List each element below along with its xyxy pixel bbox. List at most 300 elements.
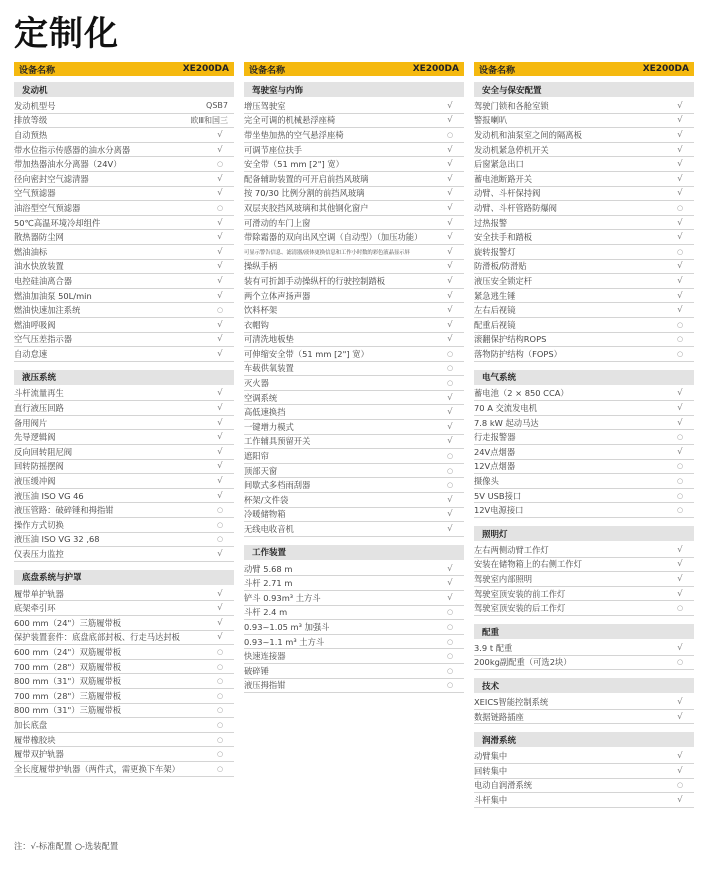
spec-value: QSB7 [206, 101, 228, 111]
column-header [14, 62, 234, 76]
spec-row [474, 347, 694, 362]
spec-label: 滚翻保护结构ROPS [474, 334, 547, 345]
optional-mark: ○ [676, 477, 684, 486]
spec-label: 斗杆 2.4 m [244, 607, 288, 618]
spec-label: 按 70/30 比例分割的前挡风玻璃 [244, 188, 365, 199]
spec-row [14, 547, 234, 562]
spec-row [474, 793, 694, 808]
spec-row [14, 416, 234, 431]
optional-mark: ○ [446, 622, 454, 631]
spec-row [244, 478, 464, 493]
standard-mark: √ [447, 421, 453, 432]
header-label: 设备名称 [19, 65, 56, 76]
optional-mark: ○ [446, 681, 454, 690]
spec-row [474, 558, 694, 573]
standard-mark: √ [217, 319, 223, 330]
standard-mark: √ [217, 290, 223, 301]
spec-label: 斗杆 2.71 m [244, 578, 293, 589]
standard-mark: √ [677, 446, 683, 457]
optional-mark: ○ [446, 452, 454, 461]
spec-label: 发动机和油泵室之间的隔离板 [474, 129, 582, 140]
spec-column-3 [474, 62, 694, 808]
spec-label: 动臂集中 [474, 751, 508, 762]
spec-row [474, 99, 694, 114]
spec-row [474, 641, 694, 656]
standard-mark: √ [677, 129, 683, 140]
spec-label: 液压拇指钳 [244, 680, 286, 691]
standard-mark: √ [217, 232, 223, 243]
optional-mark: ○ [676, 320, 684, 329]
standard-mark: √ [677, 765, 683, 776]
spec-row [244, 201, 464, 216]
section-title: 驾驶室与内饰 [244, 82, 464, 97]
spec-row [474, 274, 694, 289]
spec-row [14, 587, 234, 602]
spec-row [474, 318, 694, 333]
spec-label: 600 mm（24"）三筋履带板 [14, 617, 122, 628]
header-label: 设备名称 [479, 65, 516, 76]
spec-row [14, 187, 234, 202]
standard-mark: √ [447, 217, 453, 228]
standard-mark: √ [447, 578, 453, 589]
optional-mark: ○ [446, 481, 454, 490]
standard-mark: √ [447, 436, 453, 447]
optional-mark: ○ [676, 349, 684, 358]
standard-mark: √ [217, 403, 223, 414]
optional-mark: ○ [216, 520, 224, 529]
spec-row [474, 601, 694, 616]
standard-mark: √ [217, 446, 223, 457]
spec-label: 600 mm（24"）双筋履带板 [14, 646, 122, 657]
spec-label: 一键增力模式 [244, 421, 294, 432]
spec-label: 双层夹胶挡风玻璃和其他钢化窗户 [244, 202, 369, 213]
spec-label: 落物防护结构（FOPS） [474, 348, 562, 359]
spec-label: 杯架/文件袋 [244, 494, 289, 505]
standard-mark: √ [677, 305, 683, 316]
standard-mark: √ [677, 696, 683, 707]
spec-label: 工作辅具预留开关 [244, 436, 311, 447]
spec-row [14, 172, 234, 187]
spec-row [14, 533, 234, 548]
optional-mark: ○ [216, 735, 224, 744]
spec-label: 无线电收音机 [244, 524, 294, 535]
standard-mark: √ [677, 275, 683, 286]
spec-row [244, 635, 464, 650]
optional-mark: ○ [216, 706, 224, 715]
spec-row [14, 474, 234, 489]
spec-row [474, 260, 694, 275]
spec-row [244, 289, 464, 304]
spec-row [474, 503, 694, 518]
spec-label: 蓄电池断路开关 [474, 173, 533, 184]
optional-mark: ○ [216, 203, 224, 212]
spec-label: 12V电源接口 [474, 505, 524, 516]
standard-mark: √ [447, 115, 453, 126]
spec-row [244, 245, 464, 260]
standard-mark: √ [447, 202, 453, 213]
spec-row [244, 376, 464, 391]
spec-row [14, 460, 234, 475]
standard-mark: √ [447, 509, 453, 520]
spec-row [14, 289, 234, 304]
optional-mark: ○ [216, 662, 224, 671]
spec-label: 油浴型空气预滤器 [14, 202, 81, 213]
section-title: 工作装置 [244, 545, 464, 560]
legend-note: 注：√-标准配置 ○-选装配置 [14, 841, 119, 851]
spec-label: 0.93~1.1 m³ 土方斗 [244, 636, 325, 647]
standard-mark: √ [217, 588, 223, 599]
spec-row [244, 562, 464, 577]
optional-mark: ○ [446, 364, 454, 373]
spec-label: 空气压差指示器 [14, 334, 73, 345]
optional-mark: ○ [216, 764, 224, 773]
spec-row [244, 435, 464, 450]
optional-mark: ○ [216, 160, 224, 169]
optional-mark: ○ [446, 637, 454, 646]
standard-mark: √ [217, 129, 223, 140]
spec-value: 欧Ⅲ和国三 [190, 115, 228, 125]
spec-row [14, 333, 234, 348]
spec-row [244, 143, 464, 158]
spec-row [14, 689, 234, 704]
spec-label: 700 mm（28"）三筋履带板 [14, 690, 122, 701]
spec-row [14, 747, 234, 762]
spec-section [14, 570, 234, 777]
section-title: 安全与保安配置 [474, 82, 694, 97]
optional-mark: ○ [446, 466, 454, 475]
optional-mark: ○ [446, 652, 454, 661]
spec-label: 可清洗地板垫 [244, 334, 294, 345]
spec-row [14, 143, 234, 158]
spec-label: 安全带（51 mm [2"] 宽） [244, 159, 344, 170]
spec-label: 斗杆集中 [474, 794, 508, 805]
optional-mark: ○ [676, 781, 684, 790]
spec-label: 排放等级 [14, 115, 48, 126]
spec-row [14, 660, 234, 675]
spec-label: 驾驶室内部照明 [474, 574, 533, 585]
section-title: 照明灯 [474, 526, 694, 541]
spec-row [14, 216, 234, 231]
standard-mark: √ [677, 417, 683, 428]
optional-mark: ○ [676, 203, 684, 212]
standard-mark: √ [677, 188, 683, 199]
standard-mark: √ [447, 144, 453, 155]
spec-row [14, 128, 234, 143]
spec-row [244, 318, 464, 333]
spec-row [244, 114, 464, 129]
optional-mark: ○ [446, 608, 454, 617]
spec-row [474, 416, 694, 431]
standard-mark: √ [677, 261, 683, 272]
spec-row [244, 591, 464, 606]
spec-row [14, 704, 234, 719]
standard-mark: √ [447, 319, 453, 330]
standard-mark: √ [447, 592, 453, 603]
spec-label: 配重后视镜 [474, 319, 516, 330]
spec-label: 7.8 kW 起动马达 [474, 417, 539, 428]
standard-mark: √ [217, 261, 223, 272]
spec-label: 空气预滤器 [14, 188, 56, 199]
spec-label: 蓄电池（2 × 850 CCA） [474, 388, 569, 399]
spec-label: 可调节座位扶手 [244, 144, 303, 155]
spec-label: 5V USB接口 [474, 490, 522, 501]
spec-row [474, 695, 694, 710]
spec-row [474, 779, 694, 794]
optional-mark: ○ [216, 306, 224, 315]
optional-mark: ○ [676, 491, 684, 500]
standard-mark: √ [447, 392, 453, 403]
spec-label: 后窗紧急出口 [474, 159, 524, 170]
spec-row [244, 391, 464, 406]
spec-row [474, 749, 694, 764]
spec-row [474, 289, 694, 304]
optional-mark: ○ [446, 666, 454, 675]
section-title: 配重 [474, 624, 694, 639]
standard-mark: √ [447, 407, 453, 418]
spec-label: 两个立体声扬声器 [244, 290, 311, 301]
spec-row [244, 493, 464, 508]
spec-label: 12V点烟器 [474, 461, 516, 472]
standard-mark: √ [677, 751, 683, 762]
page-title: 定制化 [14, 14, 119, 54]
spec-row [474, 230, 694, 245]
spec-label: 反向回转阻尼阀 [14, 446, 73, 457]
spec-section [474, 82, 694, 362]
spec-label: 饮料杯架 [244, 305, 278, 316]
spec-row [474, 543, 694, 558]
spec-label: 衣帽钩 [244, 319, 269, 330]
standard-mark: √ [677, 173, 683, 184]
spec-row [474, 489, 694, 504]
standard-mark: √ [447, 159, 453, 170]
optional-mark: ○ [216, 720, 224, 729]
spec-label: 0.93~1.05 m³ 加强斗 [244, 621, 330, 632]
spec-label: 燃油快速加注系统 [14, 305, 81, 316]
spec-label: 发动机型号 [14, 100, 56, 111]
spec-row [474, 710, 694, 725]
spec-label: 可伸缩安全带（51 mm [2"] 宽） [244, 348, 369, 359]
spec-label: 过热报警 [474, 217, 508, 228]
standard-mark: √ [677, 794, 683, 805]
spec-label: 800 mm（31"）三筋履带板 [14, 705, 122, 716]
spec-section [474, 370, 694, 518]
standard-mark: √ [677, 232, 683, 243]
spec-row [244, 128, 464, 143]
spec-row [244, 274, 464, 289]
spec-label: 加长底盘 [14, 719, 48, 730]
standard-mark: √ [677, 144, 683, 155]
spec-row [244, 420, 464, 435]
spec-label: 径向密封空气滤清器 [14, 173, 89, 184]
spec-column-2 [244, 62, 464, 693]
spec-row [244, 362, 464, 377]
section-title: 技术 [474, 678, 694, 693]
standard-mark: √ [447, 188, 453, 199]
spec-row [14, 260, 234, 275]
standard-mark: √ [447, 275, 453, 286]
optional-mark: ○ [216, 535, 224, 544]
spec-label: 200kg副配重（可选2块） [474, 657, 572, 668]
spec-label: 动臂、斗杆保持阀 [474, 188, 541, 199]
standard-mark: √ [447, 173, 453, 184]
section-title: 电气系统 [474, 370, 694, 385]
optional-mark: ○ [676, 604, 684, 613]
spec-label: 摄像头 [474, 476, 499, 487]
spec-label: 带除霜器的双向出风空调（自动型）（加压功能） [244, 232, 423, 243]
standard-mark: √ [217, 461, 223, 472]
standard-mark: √ [447, 563, 453, 574]
section-title: 液压系统 [14, 370, 234, 385]
optional-mark: ○ [676, 462, 684, 471]
spec-label: 燃油呼吸阀 [14, 319, 56, 330]
spec-label: 行走报警器 [474, 432, 516, 443]
spec-label: 驾驶门锁和各舱室锁 [474, 100, 549, 111]
spec-label: 动臂 5.68 m [244, 563, 293, 574]
spec-column-1 [14, 62, 234, 777]
spec-label: 间歇式多档雨刮器 [244, 480, 311, 491]
standard-mark: √ [447, 100, 453, 111]
spec-row [14, 518, 234, 533]
standard-mark: √ [217, 417, 223, 428]
spec-label: 液压管路：破碎锤和拇指钳 [14, 505, 114, 516]
standard-mark: √ [447, 232, 453, 243]
spec-row [244, 576, 464, 591]
spec-row [244, 187, 464, 202]
spec-row [244, 664, 464, 679]
spec-label: 车载供氧装置 [244, 363, 294, 374]
spec-label: 800 mm（31"）双筋履带板 [14, 676, 122, 687]
section-title: 发动机 [14, 82, 234, 97]
spec-label: 增压驾驶室 [244, 100, 286, 111]
standard-mark: √ [677, 290, 683, 301]
spec-label: 配备辅助装置的可开启前挡风玻璃 [244, 173, 369, 184]
spec-row [474, 572, 694, 587]
standard-mark: √ [217, 217, 223, 228]
spec-label: 24V点烟器 [474, 446, 516, 457]
standard-mark: √ [447, 334, 453, 345]
spec-row [14, 601, 234, 616]
spec-row [14, 201, 234, 216]
spec-label: 遮阳帘 [244, 451, 269, 462]
standard-mark: √ [217, 603, 223, 614]
spec-label: 斗杆流量再生 [14, 388, 64, 399]
standard-mark: √ [217, 617, 223, 628]
spec-row [14, 99, 234, 114]
standard-mark: √ [677, 574, 683, 585]
standard-mark: √ [217, 144, 223, 155]
spec-row [14, 230, 234, 245]
spec-label: 灭火器 [244, 378, 269, 389]
spec-label: 油水快放装置 [14, 261, 64, 272]
spec-row [244, 522, 464, 537]
spec-label: 履带双护轨器 [14, 749, 64, 760]
spec-label: 左右后视镜 [474, 305, 516, 316]
spec-row [474, 143, 694, 158]
spec-row [14, 401, 234, 416]
spec-label: 700 mm（28"）双筋履带板 [14, 661, 122, 672]
spec-label: 保护装置套件：底盘底部封板、行走马达封板 [14, 632, 180, 643]
spec-label: 液压油 ISO VG 32 ,68 [14, 534, 100, 545]
standard-mark: √ [447, 494, 453, 505]
spec-label: 直行液压回路 [14, 403, 64, 414]
standard-mark: √ [677, 115, 683, 126]
spec-row [244, 405, 464, 420]
spec-row [14, 387, 234, 402]
spec-row [474, 128, 694, 143]
spec-row [474, 445, 694, 460]
spec-label: 发动机紧急停机开关 [474, 144, 549, 155]
spec-label: 可显示警告信息、滤清器/液体更换信息和工作小时数的彩色液晶显示屏 [244, 249, 410, 256]
optional-mark: ○ [446, 130, 454, 139]
header-model: XE200DA [642, 64, 689, 74]
spec-row [14, 762, 234, 777]
spec-label: 液压安全锁定杆 [474, 275, 533, 286]
spec-row [474, 114, 694, 129]
spec-label: 高低速换挡 [244, 407, 286, 418]
spec-label: 带坐垫加热的空气悬浮座椅 [244, 129, 344, 140]
standard-mark: √ [217, 549, 223, 560]
spec-label: 仪表压力监控 [14, 549, 64, 560]
spec-label: 可滑动的车门上窗 [244, 217, 311, 228]
spec-label: 液压油 ISO VG 46 [14, 490, 84, 501]
spec-row [474, 333, 694, 348]
standard-mark: √ [677, 159, 683, 170]
spec-row [474, 216, 694, 231]
spec-row [14, 733, 234, 748]
spec-row [244, 347, 464, 362]
standard-mark: √ [677, 711, 683, 722]
standard-mark: √ [677, 642, 683, 653]
spec-row [14, 318, 234, 333]
spec-label: 冷暖储物箱 [244, 509, 286, 520]
standard-mark: √ [217, 173, 223, 184]
standard-mark: √ [447, 305, 453, 316]
spec-row [14, 631, 234, 646]
spec-row [14, 245, 234, 260]
spec-section [474, 526, 694, 616]
spec-row [14, 616, 234, 631]
spec-label: 防滑板/防滑贴 [474, 261, 527, 272]
spec-section [244, 82, 464, 537]
spec-row [244, 157, 464, 172]
optional-mark: ○ [446, 379, 454, 388]
spec-label: 自动预热 [14, 129, 48, 140]
spec-row [14, 645, 234, 660]
spec-label: 旋转报警灯 [474, 246, 516, 257]
spec-row [14, 489, 234, 504]
spec-label: 破碎锤 [244, 665, 269, 676]
spec-row [14, 303, 234, 318]
spec-label: 紧急逃生锤 [474, 290, 516, 301]
standard-mark: √ [677, 403, 683, 414]
spec-row [474, 587, 694, 602]
spec-row [14, 503, 234, 518]
spec-label: 操作方式切换 [14, 519, 64, 530]
spec-row [244, 679, 464, 694]
spec-row [14, 114, 234, 129]
standard-mark: √ [677, 588, 683, 599]
spec-row [474, 245, 694, 260]
standard-mark: √ [677, 100, 683, 111]
spec-label: 警报喇叭 [474, 115, 508, 126]
spec-row [474, 187, 694, 202]
standard-mark: √ [677, 388, 683, 399]
spec-section [474, 678, 694, 724]
optional-mark: ○ [676, 658, 684, 667]
spec-label: 履带单护轨器 [14, 588, 64, 599]
spec-section [474, 624, 694, 670]
spec-label: 电动自润滑系统 [474, 780, 533, 791]
